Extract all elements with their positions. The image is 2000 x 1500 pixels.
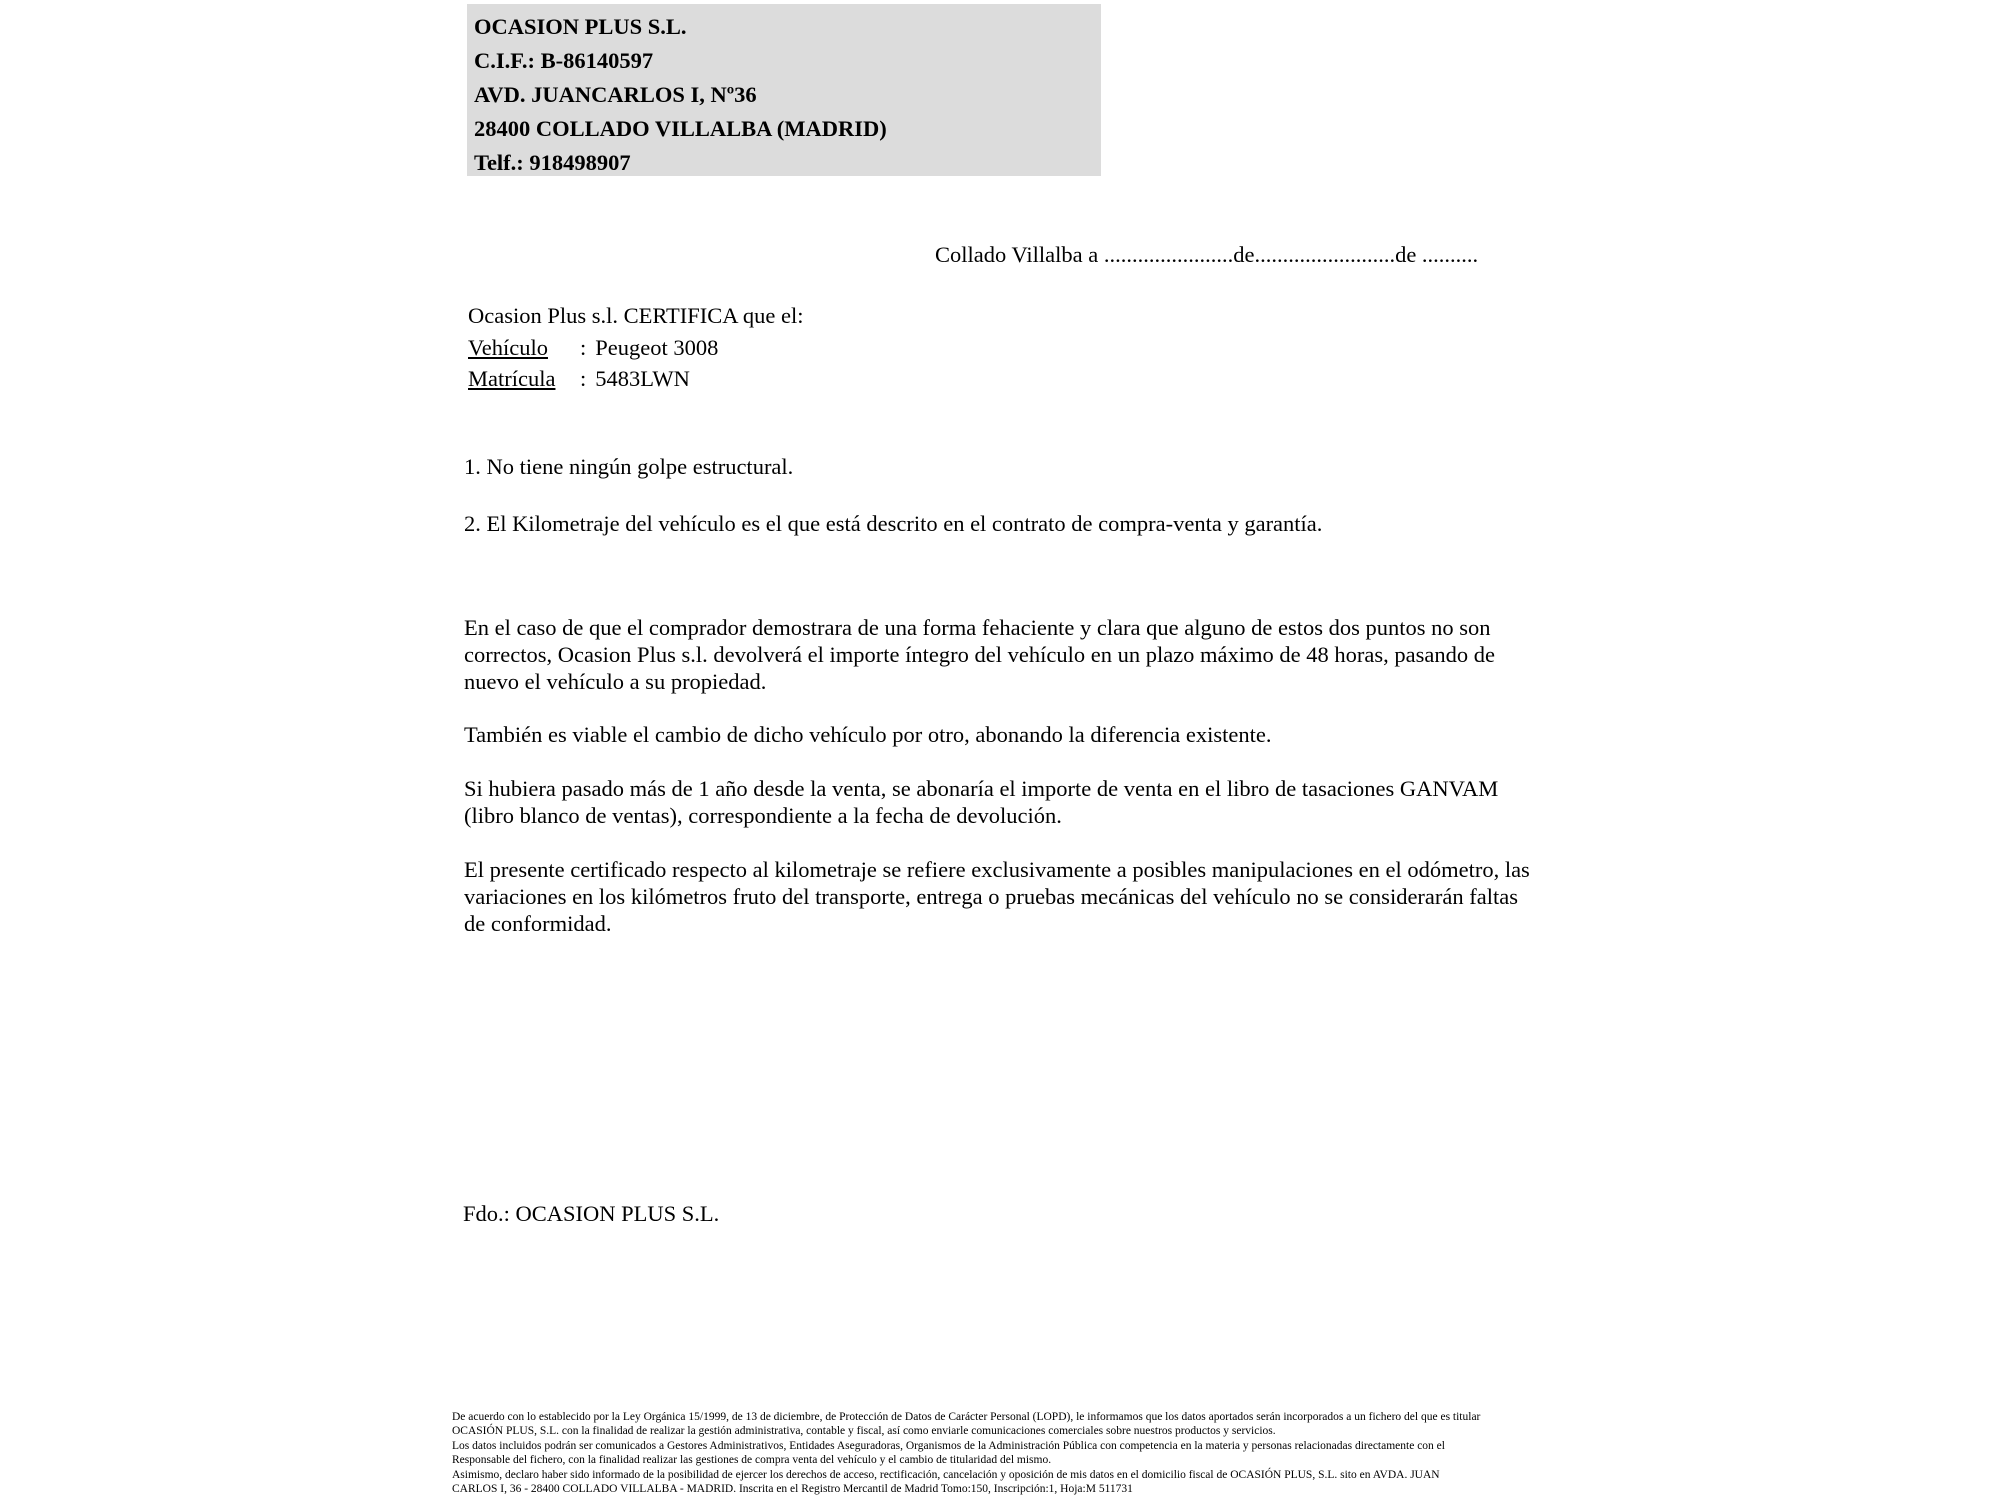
footer-line: OCASIÓN PLUS, S.L. con la finalidad de realizar la gestión administrativa, contable y fiscal, así como enviarle comunicaciones comerciales sobre nuestros productos y servicios. <box>452 1425 1276 1438</box>
company-city: 28400 COLLADO VILLALBA (MADRID) <box>474 116 887 141</box>
vehicle-value: Peugeot 3008 <box>595 335 719 360</box>
plate-value: 5483LWN <box>595 366 690 391</box>
company-address: AVD. JUANCARLOS I, Nº36 <box>474 82 757 107</box>
date-line: Collado Villalba a .......................de.........................de .......... <box>935 242 1479 267</box>
signature-line: Fdo.: OCASION PLUS S.L. <box>463 1201 720 1226</box>
company-phone: Telf.: 918498907 <box>474 150 631 175</box>
plate-label: Matrícula <box>468 366 556 391</box>
certify-intro: Ocasion Plus s.l. CERTIFICA que el: <box>468 303 804 328</box>
company-name: OCASION PLUS S.L. <box>474 14 687 39</box>
vehicle-label: Vehículo <box>468 335 548 360</box>
company-cif: C.I.F.: B-86140597 <box>474 48 654 73</box>
footer-line: Responsable del fichero, con la finalidad realizar las gestiones de compra venta del vehículo y el cambio de titularidad del mismo. <box>452 1454 1052 1467</box>
plate-row <box>468 366 690 392</box>
point-no-structural-damage: 1. No tiene ningún golpe estructural. <box>464 454 794 479</box>
vehicle-row <box>468 335 718 361</box>
paragraph-vehicle-exchange: También es viable el cambio de dicho vehículo por otro, abonando la diferencia existente. <box>464 722 1272 747</box>
plate-separator: : <box>580 366 587 391</box>
footer-line: Asimismo, declaro haber sido informado de la posibilidad de ejercer los derechos de acceso, rectificación, cancelación y oposición de mis datos en el domicilio fiscal de OCASIÓN PLUS, S.L. sito en AVDA. JUAN <box>452 1468 1440 1481</box>
legal-footer <box>452 1410 1592 1496</box>
footer-line: CARLOS I, 36 - 28400 COLLADO VILLALBA - MADRID. Inscrita en el Registro Mercantil de Madrid Tomo:150, Inscripción:1, Hoja:M 511731 <box>452 1483 1133 1496</box>
paragraph-ganvam-valuation: Si hubiera pasado más de 1 año desde la venta, se abonaría el importe de venta en el libro de tasaciones GANVAM (libro blanco de ventas), correspondiente a la fecha de devolución. <box>464 776 1499 828</box>
point-mileage: 2. El Kilometraje del vehículo es el que está descrito en el contrato de compra-venta y garantía. <box>464 511 1323 536</box>
vehicle-separator: : <box>580 335 587 360</box>
footer-line: De acuerdo con lo establecido por la Ley Orgánica 15/1999, de 13 de diciembre, de Protección de Datos de Carácter Personal (LOPD), le informamos que los datos aportados serán incorporados a un fichero del que es titular <box>452 1411 1481 1423</box>
paragraph-odometer-scope: El presente certificado respecto al kilometraje se refiere exclusivamente a posibles manipulaciones en el odómetro, las variaciones en los kilómetros fruto del transporte, entrega o pruebas mecánicas del vehículo no se considerarán faltas de conformidad. <box>464 857 1530 936</box>
company-header-box <box>467 4 1101 176</box>
paragraph-refund-policy: En el caso de que el comprador demostrara de una forma fehaciente y clara que alguno de estos dos puntos no son correctos, Ocasion Plus s.l. devolverá el importe íntegro del vehículo en un plazo máximo de 48 horas, pasando de nuevo el vehículo a su propiedad. <box>464 615 1495 694</box>
footer-line: Los datos incluidos podrán ser comunicados a Gestores Administrativos, Entidades Aseguradoras, Organismos de la Administración Pública con competencia en la materia y personas relacionadas directamente con el <box>452 1439 1445 1452</box>
